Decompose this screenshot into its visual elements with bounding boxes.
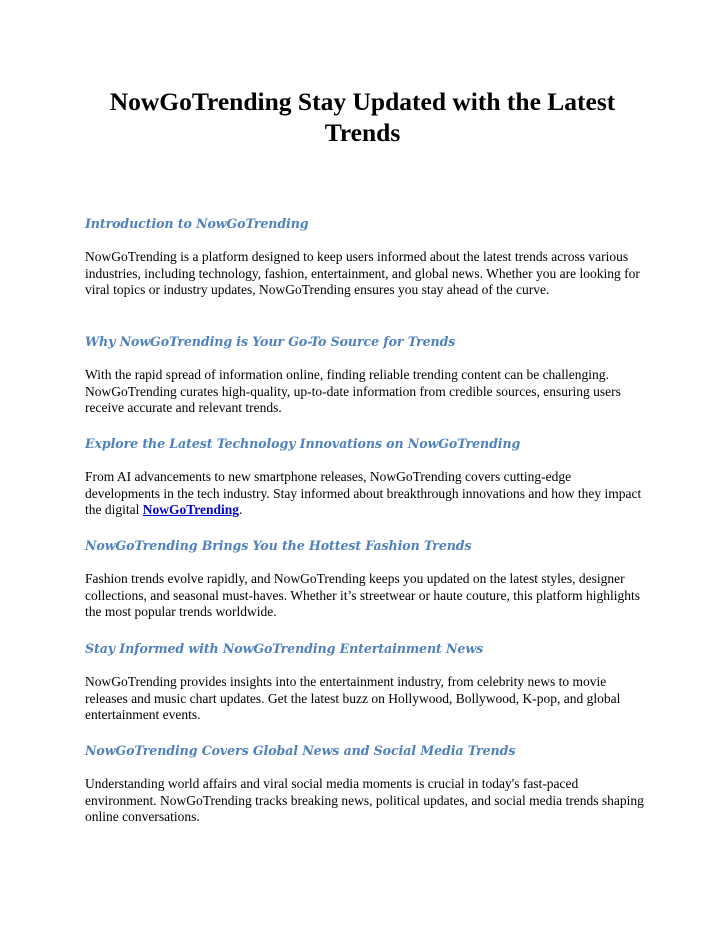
nowgotrending-link[interactable]: NowGoTrending xyxy=(142,502,240,517)
section-technology xyxy=(85,436,645,519)
section-heading: Explore the Latest Technology Innovations on NowGoTrending xyxy=(85,436,521,451)
section-heading: Introduction to NowGoTrending xyxy=(85,216,309,231)
section-heading: Stay Informed with NowGoTrending Entertainment News xyxy=(85,641,484,656)
section-body: With the rapid spread of information online, finding reliable trending content can be challenging. NowGoTrending curates high-quality, up-to-date information from credible sources, ensuring users receive accurate and relevant trends. xyxy=(85,367,621,415)
section-heading: NowGoTrending Brings You the Hottest Fashion Trends xyxy=(85,538,472,553)
section-entertainment xyxy=(85,641,645,724)
section-body-text: From AI advancements to new smartphone releases, NowGoTrending covers cutting-edge developments in the tech industry. Stay informed about breakthrough innovations and how they impact the digital xyxy=(85,469,642,517)
section-body xyxy=(85,469,645,519)
section-introduction xyxy=(85,216,645,299)
section-body: NowGoTrending provides insights into the entertainment industry, from celebrity news to movie releases and music chart updates. Get the latest buzz on Hollywood, Bollywood, K-pop, and global entertainment events. xyxy=(85,674,621,722)
document-title: NowGoTrending Stay Updated with the Latest Trends xyxy=(109,87,616,147)
section-heading: NowGoTrending Covers Global News and Social Media Trends xyxy=(85,743,516,758)
section-fashion xyxy=(85,538,645,621)
section-body: Understanding world affairs and viral social media moments is crucial in today's fast-paced environment. NowGoTrending tracks breaking news, political updates, and social media trends shaping online conversations. xyxy=(85,776,644,824)
section-body: Fashion trends evolve rapidly, and NowGoTrending keeps you updated on the latest styles, designer collections, and seasonal must-haves. Whether it’s streetwear or haute couture, this platform highlights the most popular trends worldwide. xyxy=(85,571,640,619)
section-body: NowGoTrending is a platform designed to keep users informed about the latest trends across various industries, including technology, fashion, entertainment, and global news. Whether you are looking for viral topics or industry updates, NowGoTrending ensures you stay ahead of the curve. xyxy=(85,249,640,297)
section-heading: Why NowGoTrending is Your Go-To Source for Trends xyxy=(85,334,456,349)
section-global-news xyxy=(85,743,645,826)
section-body-punctuation: . xyxy=(239,502,243,517)
section-why-nowgotrending xyxy=(85,334,645,417)
